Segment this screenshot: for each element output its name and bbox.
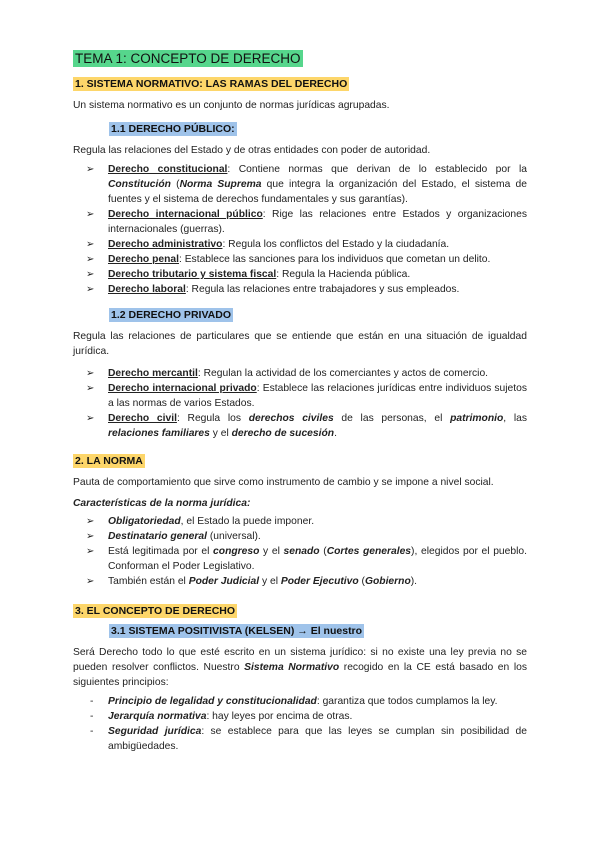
list-item: ➢ Destinatario general (universal). xyxy=(86,531,261,542)
list-item: - Seguridad jurídica: se establece para que las leyes se cumplan sin posibilidad de ambigüedades. xyxy=(90,726,527,752)
subsection-1-2-intro: Regula las relaciones de particulares que se entiende que están en una situación de igualdad jurídica. xyxy=(73,331,527,357)
arrow-bullet-icon: ➢ xyxy=(86,269,95,280)
arrow-bullet-icon: ➢ xyxy=(86,576,95,587)
arrow-bullet-icon: ➢ xyxy=(86,209,95,220)
arrow-bullet-icon: ➢ xyxy=(86,254,95,265)
list-item: ➢ Derecho internacional privado: Establece las relaciones jurídicas entre individuos sujetos a las normas de varios Estados. xyxy=(86,383,528,409)
list-item: ➢ Derecho administrativo: Regula los conflictos del Estado y la ciudadanía. xyxy=(86,239,450,250)
subsection-3-1-heading: 3.1 SISTEMA POSITIVISTA (KELSEN) → El nuestro xyxy=(111,625,363,637)
arrow-bullet-icon: ➢ xyxy=(86,164,95,175)
principles-list xyxy=(73,694,527,754)
section-1 xyxy=(73,74,527,441)
section-3-intro: Será Derecho todo lo que esté escrito en un sistema jurídico: si no existe una ley previa no se pueden resolver conflictos. Nuestro Sistema Normativo recogido en la CE está basado en los siguientes principios: xyxy=(73,647,528,688)
subsection-1-1-heading: 1.1 DERECHO PÚBLICO: xyxy=(111,123,235,135)
public-law-list xyxy=(73,162,527,297)
section-1-heading: 1. SISTEMA NORMATIVO: LAS RAMAS DEL DERECHO xyxy=(75,78,348,90)
dash-bullet-icon: - xyxy=(90,696,94,707)
list-item: ➢ Obligatoriedad, el Estado la puede imponer. xyxy=(86,516,315,527)
list-item: ➢ Derecho civil: Regula los derechos civiles de las personas, el patrimonio, las relaciones familiares y el derecho de sucesión. xyxy=(86,413,527,439)
list-item: ➢ Derecho mercantil: Regulan la actividad de los comerciantes y actos de comercio. xyxy=(86,368,489,379)
norm-characteristics-list xyxy=(73,514,527,589)
list-item: ➢ Derecho constitucional: Contiene normas que derivan de lo establecido por la Constitución (Norma Suprema que integra la organización del Estado, el sistema de fuentes y el sistema de derechos fundamentales y sus garantías). xyxy=(86,164,527,205)
subsection-1-2-heading: 1.2 DERECHO PRIVADO xyxy=(111,309,231,321)
dash-bullet-icon: - xyxy=(90,711,94,722)
section-2-heading: 2. LA NORMA xyxy=(75,455,143,467)
arrow-bullet-icon: ➢ xyxy=(86,413,95,424)
list-item: ➢ También están el Poder Judicial y el Poder Ejecutivo (Gobierno). xyxy=(86,576,418,587)
document-title: TEMA 1: CONCEPTO DE DERECHO xyxy=(75,51,301,66)
dash-bullet-icon: - xyxy=(90,726,94,737)
list-item: ➢ Derecho tributario y sistema fiscal: Regula la Hacienda pública. xyxy=(86,269,411,280)
section-3-heading: 3. EL CONCEPTO DE DERECHO xyxy=(75,605,236,617)
arrow-bullet-icon: ➢ xyxy=(86,531,95,542)
arrow-bullet-icon: ➢ xyxy=(86,516,95,527)
section-2 xyxy=(73,451,527,589)
subsection-1-1-intro: Regula las relaciones del Estado y de otras entidades con poder de autoridad. xyxy=(73,145,431,156)
section-1-intro: Un sistema normativo es un conjunto de normas jurídicas agrupadas. xyxy=(73,100,390,111)
list-item: - Principio de legalidad y constitucionalidad: garantiza que todos cumplamos la ley. xyxy=(90,696,498,707)
list-item: ➢ Está legitimada por el congreso y el senado (Cortes generales), elegidos por el pueblo. Conforman el Poder Legislativo. xyxy=(86,546,527,572)
section-2-intro: Pauta de comportamiento que sirve como instrumento de cambio y se impone a nivel social. xyxy=(73,477,494,488)
section-3 xyxy=(73,601,527,754)
list-item: ➢ Derecho laboral: Regula las relaciones entre trabajadores y sus empleados. xyxy=(86,284,460,295)
arrow-bullet-icon: ➢ xyxy=(86,284,95,295)
arrow-bullet-icon: ➢ xyxy=(86,546,95,557)
list-item: - Jerarquía normativa: hay leyes por encima de otras. xyxy=(90,711,353,722)
list-item: ➢ Derecho penal: Establece las sanciones para los individuos que cometan un delito. xyxy=(86,254,491,265)
norm-characteristics-heading: Características de la norma jurídica: xyxy=(73,498,251,509)
arrow-bullet-icon: ➢ xyxy=(86,368,95,379)
private-law-list xyxy=(73,366,527,441)
arrow-bullet-icon: ➢ xyxy=(86,239,95,250)
arrow-bullet-icon: ➢ xyxy=(86,383,95,394)
list-item: ➢ Derecho internacional público: Rige las relaciones entre Estados y organizaciones internacionales (guerras). xyxy=(86,209,527,235)
